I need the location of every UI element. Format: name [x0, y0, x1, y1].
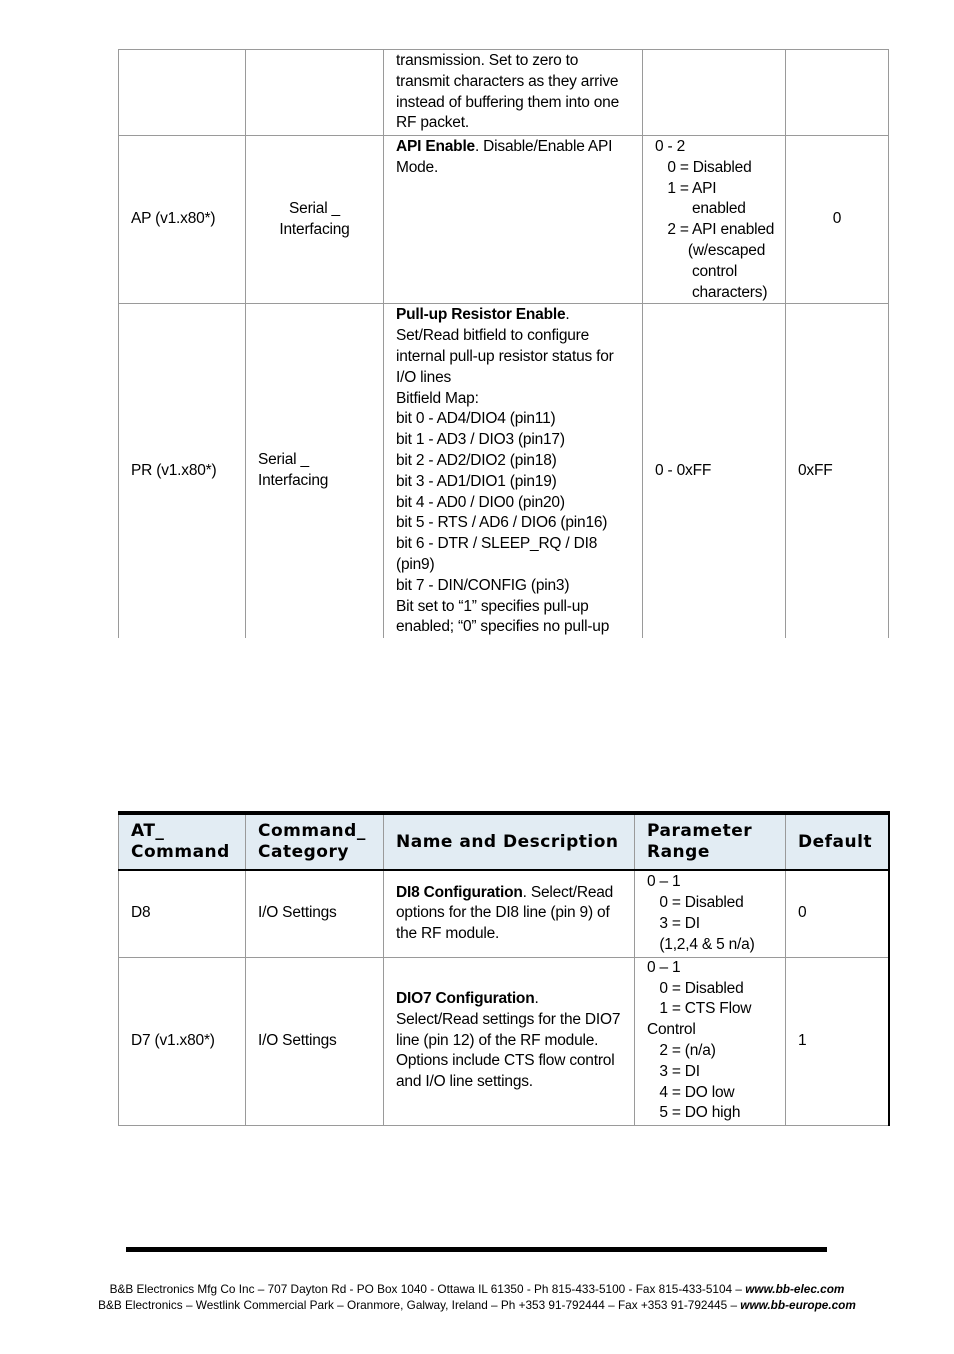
header-name-description: Name and Description	[384, 813, 635, 870]
table-row	[119, 957, 889, 1125]
footer-us-address: B&B Electronics Mfg Co Inc – 707 Dayton Rd - PO Box 1040 - Ottawa IL 61350 - Ph 815-433-5100 - Fax 815-433-5104 –	[109, 1282, 746, 1296]
description-text: . Disable/Enable API Mode.	[396, 138, 613, 176]
default-cell: 0xFF	[786, 304, 889, 638]
footer-line-europe	[0, 1297, 954, 1313]
default-cell: 0	[786, 136, 889, 304]
description-title: DIO7 Configuration	[396, 990, 535, 1007]
description-title: Pull-up Resistor Enable	[396, 306, 566, 324]
category-cell	[246, 50, 384, 136]
parameter-table-continued	[118, 49, 889, 638]
table-header-row	[119, 813, 889, 870]
range-cell: 0 - 0xFF	[643, 304, 786, 638]
header-at-command: AT_ Command	[119, 813, 246, 870]
default-cell: 0	[786, 870, 889, 957]
command-cell: D7 (v1.x80*)	[119, 957, 246, 1125]
header-default: Default	[786, 813, 889, 870]
command-cell: PR (v1.x80*)	[119, 304, 246, 638]
header-parameter-range: Parameter Range	[635, 813, 786, 870]
description-text: . Set/Read bitfield to configure internal pull-up resistor status for I/O lines Bitfield Map: bit 0 - AD4/DIO4 (pin11) bit 1 - AD3 / DIO3 (pin17) bit 2 - AD2/DIO2 (pin18) bit 3 - AD1/DIO1 (pin19) bit 4 - AD0 / DIO0 (pin20) bit 5 - RTS / AD6 / DIO6 (pin16) bit 6 - DTR / SLEEP_RQ / DI8 (pin9) bit 7 - DIN/CONFIG (pin3) Bit set to “1” specifies pull-up enabled; “0” specifies no pull-up	[396, 306, 614, 636]
description-text: transmission. Set to zero to transmit characters as they arrive instead of buffering them into one RF packet.	[396, 52, 619, 132]
footer-line-us	[0, 1281, 954, 1297]
range-cell: 0 – 1 0 = Disabled 3 = DI (1,2,4 & 5 n/a)	[635, 870, 786, 957]
table-row	[119, 870, 889, 957]
range-cell	[643, 50, 786, 136]
description-cell	[384, 136, 643, 304]
description-cell	[384, 50, 643, 136]
category-cell: I/O Settings	[246, 870, 384, 957]
category-cell: I/O Settings	[246, 957, 384, 1125]
footer-europe-address: B&B Electronics – Westlink Commercial Park – Oranmore, Galway, Ireland – Ph +353 91-792444 – Fax +353 91-792445 –	[98, 1298, 741, 1312]
table-row	[119, 136, 889, 304]
category-cell: Serial _ Interfacing	[246, 304, 384, 638]
description-cell	[384, 304, 643, 638]
footer-europe-website[interactable]: www.bb-europe.com	[740, 1298, 856, 1312]
page-footer	[0, 1281, 954, 1313]
description-cell	[384, 870, 635, 957]
footer-divider	[126, 1247, 827, 1252]
table-row	[119, 304, 889, 638]
default-cell: 1	[786, 957, 889, 1125]
category-cell: Serial _ Interfacing	[246, 136, 384, 304]
range-cell: 0 - 2 0 = Disabled 1 = API enabled 2 = API enabled (w/escaped control characters)	[643, 136, 786, 304]
range-cell: 0 – 1 0 = Disabled 1 = CTS Flow Control 2 = (n/a) 3 = DI 4 = DO low 5 = DO high	[635, 957, 786, 1125]
description-title: API Enable	[396, 138, 475, 155]
default-cell	[786, 50, 889, 136]
description-cell	[384, 957, 635, 1125]
header-command-category: Command_ Category	[246, 813, 384, 870]
description-text: . Select/Read settings for the DIO7 line (pin 12) of the RF module. Options include CTS flow control and I/O line settings.	[396, 990, 621, 1091]
description-title: DI8 Configuration	[396, 883, 523, 901]
parameter-table	[118, 811, 890, 1126]
command-cell: D8	[119, 870, 246, 957]
description-text: . Select/Read options for the DI8 line (pin 9) of the RF module.	[396, 883, 614, 943]
footer-us-website[interactable]: www.bb-elec.com	[745, 1282, 845, 1296]
table-row	[119, 50, 889, 136]
command-cell: AP (v1.x80*)	[119, 136, 246, 304]
command-cell	[119, 50, 246, 136]
